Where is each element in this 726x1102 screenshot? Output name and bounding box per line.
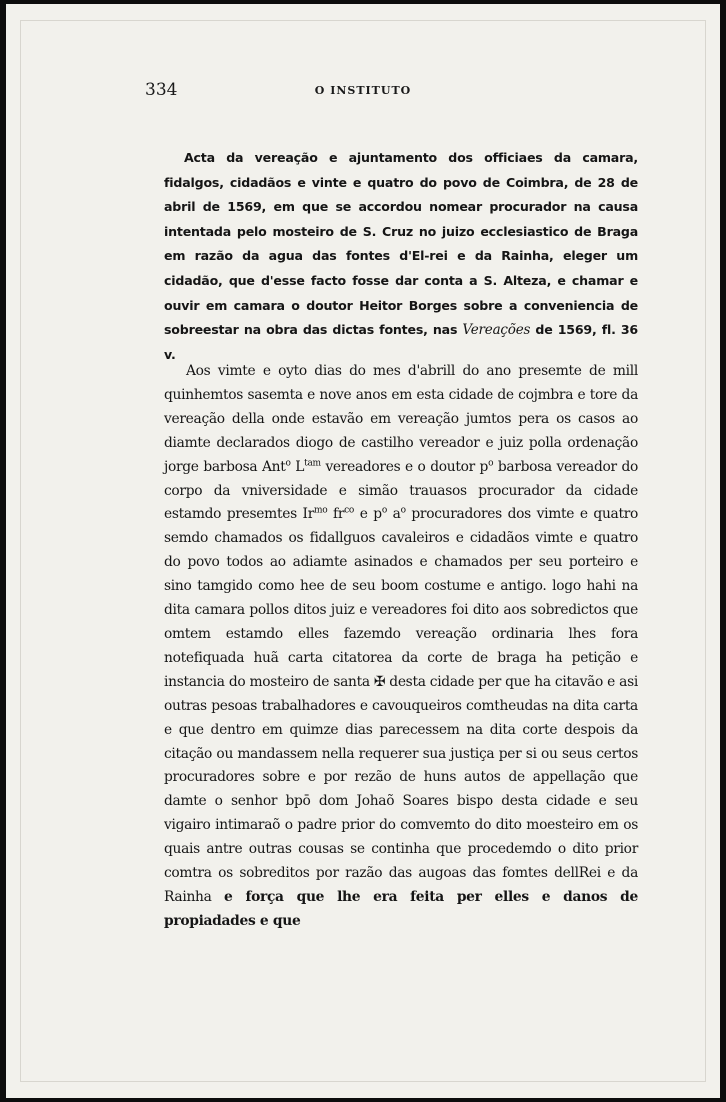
running-title: O INSTITUTO	[314, 84, 412, 97]
abbreviation-superscript: o	[400, 505, 406, 516]
abbreviation-superscript: mo	[314, 505, 328, 516]
abbreviation-superscript: o	[285, 458, 291, 469]
page-header	[6, 80, 720, 104]
body-text-segment: Aos vimte e oyto dias do mes d'abrill do ano presemte de mill quinhemtos sasemta e nove anos em esta cidade de cojmbra e tore da vereação della onde estavão em vereação jumtos pera os casos ao diamte declarados diogo de castilho vereador e juiz polla ordenação jorge barbosa Ant	[164, 363, 638, 475]
abstract-text: Acta da vereação e ajuntamento dos officiaes da camara, fidalgos, cidadãos e vinte e quatro do povo de Coimbra, de 28 de abril de 1569, em que se accordou nomear procurador na causa intentada pelo mosteiro de S. Cruz no juizo ecclesiastico de Braga em razão da agua das fontes d'El-rei e da Rainha, eleger um cidadão, que d'esse facto fosse dar conta a S. Alteza, e chamar e ouvir em camara o doutor Heitor Borges sobre a conveniencia de sobreestar na obra das dictas fontes, nas	[164, 150, 638, 338]
page-scan	[6, 4, 720, 1098]
body-text-last-line: e força que lhe era feita per elles e danos de propiadades e que	[164, 888, 638, 929]
body-text-segment: L	[290, 458, 305, 475]
body-paragraph	[164, 360, 638, 934]
body-text-segment: a	[386, 506, 401, 523]
abstract-source-italic: Vereações	[462, 322, 531, 339]
abbreviation-superscript: o	[381, 505, 387, 516]
abstract-source-tail: de 1569, fl. 36 v.	[164, 322, 638, 362]
abbreviation-superscript: o	[488, 458, 494, 469]
body-text-segment: procuradores dos vimte e quatro semdo chamados os fidallguos cavaleiros e cidadãos vimte e quatro do povo todos ao adiamte asinados e chamados per seu porteiro e sino tamgido como hee de seu boom costume e antigo. logo hahi na dita camara pollos ditos juiz e vereadores foi dito aos sobredictos que omtem estamdo elles fazemdo vereação ordinaria lhes fora notefiquada huã carta citatorea da corte de braga ha petição e instancia do mosteiro de santa ✠ desta cidade per que ha citavão e asi outras pesoas trabalhadores e cavouqueiros comtheudas na dita carta e que dentro em quimze dias parecessem na dita corte despois da citação ou mandassem nella requerer sua justiça per si ou seus certos procuradores sobre e por rezão de huns autos de appellação que damte o senhor bpō dom Johaõ Soares bispo desta cidade e seu vigairo intimaraõ o padre prior do comvemto do dito moesteiro em os quais antre outras cousas se continha que procedemdo o dito prior comtra os sobreditos por razão das augoas das fomtes dellRei e da Rainha	[164, 506, 639, 905]
body-text-segment: vereadores e o doutor p	[320, 458, 489, 475]
abstract-paragraph	[164, 146, 638, 367]
abbreviation-superscript: co	[344, 505, 355, 516]
body-text-segment: e p	[354, 506, 382, 523]
body-text-segment: barbosa vereador do corpo da vniversidade e simão trauasos procurador da cidade estamdo presemtes Ir	[164, 458, 638, 523]
abbreviation-superscript: tam	[304, 458, 321, 469]
body-text-segment: fr	[327, 506, 345, 523]
page-number: 334	[145, 80, 178, 100]
